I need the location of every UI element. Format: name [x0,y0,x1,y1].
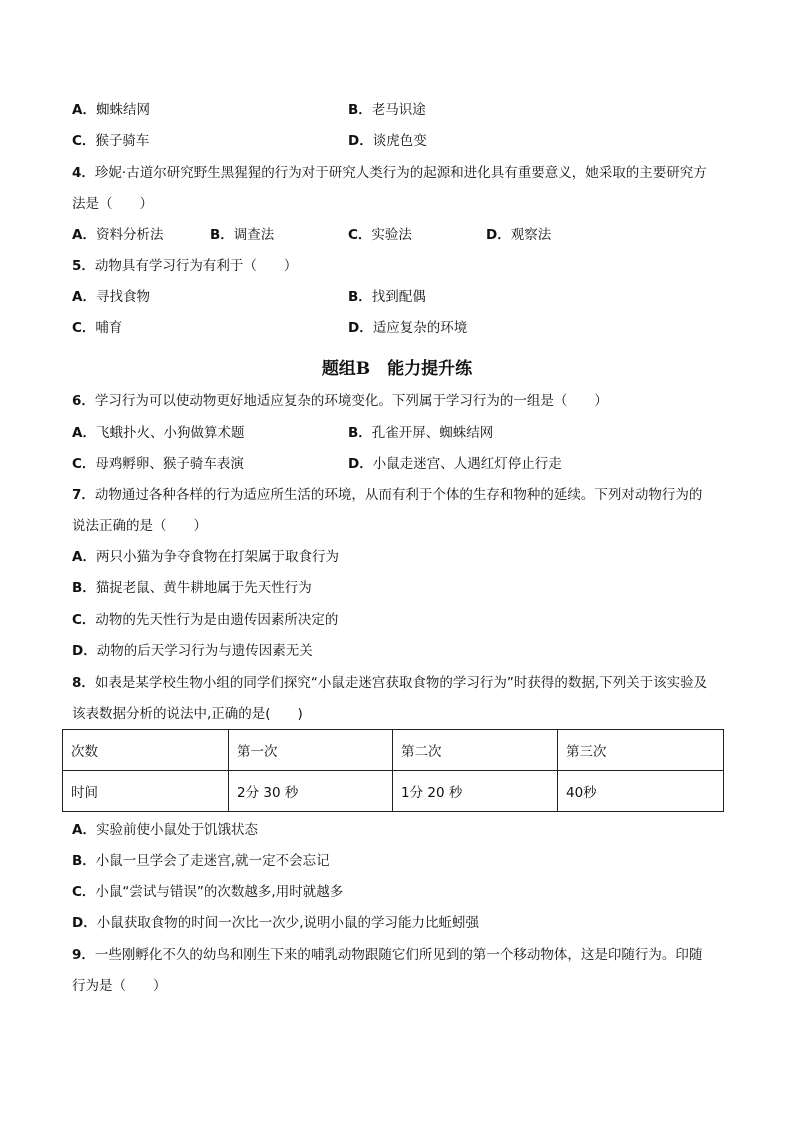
q8-option-a [72,820,258,840]
option-letter: C． [72,612,96,628]
option-letter: D． [348,133,373,149]
option-letter: D． [72,915,97,931]
table-cell: 1分 20 秒 [393,771,558,812]
question-text: 珍妮·古道尔研究野生黑猩猩的行为对于研究人类行为的起源和进化具有重要意义，她采取的主要研究方 [94,165,707,181]
q7-option-d [72,641,313,661]
q3-option-b [348,100,426,120]
option-text: 飞蛾扑火、小狗做算术题 [95,425,245,441]
option-text: 调查法 [233,227,275,243]
q8-option-d [72,913,479,933]
option-text: 动物的先天性行为是由遗传因素所决定的 [95,612,339,628]
option-text: 小鼠走迷宫、人遇红灯停止行走 [372,456,562,472]
option-letter: D． [348,320,373,336]
q8-option-c [72,882,343,902]
option-letter: B． [72,853,96,869]
table-cell: 次数 [63,730,229,771]
option-letter: A． [72,549,96,565]
option-letter: A． [72,227,96,243]
q7-option-a [72,547,339,567]
option-text: 小鼠“尝试与错误”的次数越多,用时就越多 [95,884,344,900]
option-letter: C． [348,227,372,243]
option-letter: A． [72,102,96,118]
q4-stem-line1 [72,163,707,183]
q4-option-d [486,225,551,245]
question-text: 动物具有学习行为有利于（ ） [94,258,298,274]
option-letter: D． [72,643,97,659]
question-number: 6． [72,393,95,409]
option-text: 蜘蛛结网 [95,102,150,118]
option-text: 小鼠一旦学会了走迷宫,就一定不会忘记 [95,853,330,869]
option-letter: D． [348,456,373,472]
option-letter: A． [72,425,96,441]
option-text: 动物的后天学习行为与遗传因素无关 [96,643,313,659]
q6-option-c [72,454,244,474]
option-text: 老马识途 [371,102,426,118]
option-text: 找到配偶 [371,289,426,305]
option-text: 实验前使小鼠处于饥饿状态 [95,822,258,838]
q4-option-b [210,225,274,245]
table-cell: 第二次 [393,730,558,771]
q7-stem-line1 [72,485,702,505]
option-text: 孔雀开屏、蜘蛛结网 [371,425,494,441]
q5-option-c [72,318,122,338]
table-cell: 2分 30 秒 [229,771,393,812]
q4-option-c [348,225,412,245]
question-number: 5． [72,258,95,274]
option-letter: C． [72,884,96,900]
q3-option-c [72,131,149,151]
option-text: 母鸡孵卵、猴子骑车表演 [95,456,244,472]
option-text: 适应复杂的环境 [372,320,468,336]
q3-option-a [72,100,150,120]
question-text: 动物通过各种各样的行为适应所生活的环境，从而有利于个体的生存和物种的延续。下列对动物行为的 [94,487,703,503]
question-number: 7． [72,487,95,503]
q3-option-d [348,131,427,151]
table-cell: 40秒 [558,771,724,812]
q8-data-table [62,729,724,812]
q5-option-b [348,287,426,307]
q6-option-b [348,423,493,443]
q5-option-a [72,287,150,307]
q8-stem-line2: 该表数据分析的说法中,正确的是( ) [72,706,303,722]
option-letter: B． [348,289,372,305]
q9-stem-line1 [72,945,702,965]
question-number: 4． [72,165,95,181]
option-text: 两只小猫为争夺食物在打架属于取食行为 [95,549,339,565]
question-text: 学习行为可以使动物更好地适应复杂的环境变化。下列属于学习行为的一组是（ ） [94,393,608,409]
q7-option-b [72,578,312,598]
option-text: 实验法 [371,227,412,243]
table-row [63,771,724,812]
option-letter: B． [210,227,234,243]
q7-stem-line2: 说法正确的是（ ） [72,518,207,534]
question-text: 如表是某学校生物小组的同学们探究“小鼠走迷宫获取食物的学习行为”时获得的数据,下列关于该实验及 [94,675,708,691]
option-text: 寻找食物 [95,289,150,305]
option-letter: D． [486,227,511,243]
question-number: 8． [72,675,95,691]
option-text: 小鼠获取食物的时间一次比一次少,说明小鼠的学习能力比蚯蚓强 [96,915,480,931]
section-heading: 题组B 能力提升练 [321,359,473,379]
q9-stem-line2: 行为是（ ） [72,978,167,994]
q5-stem [72,256,297,276]
option-letter: C． [72,320,96,336]
option-letter: B． [348,102,372,118]
option-text: 谈虎色变 [372,133,427,149]
option-text: 猫捉老鼠、黄牛耕地属于先天性行为 [95,580,312,596]
q6-option-a [72,423,244,443]
q6-option-d [348,454,562,474]
q7-option-c [72,610,338,630]
option-letter: B． [348,425,372,441]
q4-stem-line2: 法是（ ） [72,196,153,212]
option-text: 资料分析法 [95,227,164,243]
option-letter: A． [72,289,96,305]
table-cell: 时间 [63,771,229,812]
question-text: 一些刚孵化不久的幼鸟和刚生下来的哺乳动物跟随它们所见到的第一个移动物体，这是印随行为。印随 [94,947,703,963]
table-header-row [63,730,724,771]
option-letter: C． [72,456,96,472]
q8-option-b [72,851,330,871]
table-cell: 第一次 [229,730,393,771]
option-letter: B． [72,580,96,596]
q6-stem [72,391,608,411]
option-text: 猴子骑车 [95,133,150,149]
q8-stem-line1 [72,673,707,693]
option-letter: C． [72,133,96,149]
question-number: 9． [72,947,95,963]
table-cell: 第三次 [558,730,724,771]
option-letter: A． [72,822,96,838]
option-text: 观察法 [510,227,552,243]
q4-option-a [72,225,163,245]
q5-option-d [348,318,467,338]
option-text: 哺育 [95,320,123,336]
